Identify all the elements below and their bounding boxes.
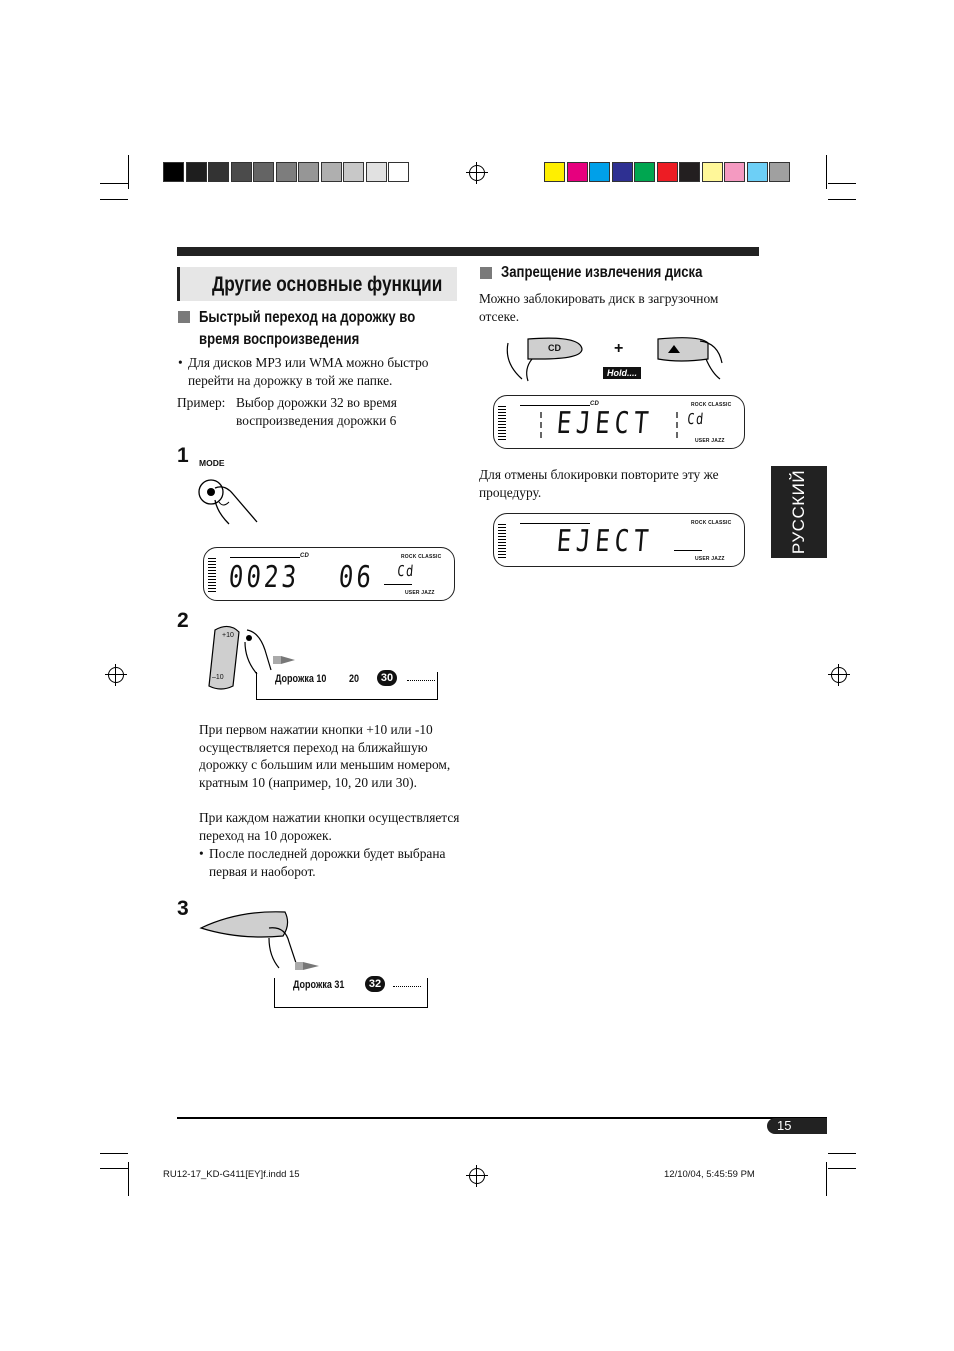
lcd-arrow-line — [384, 584, 412, 585]
blink-rays-right — [662, 412, 678, 438]
cd-button-label: CD — [548, 343, 561, 353]
calibration-swatch — [231, 162, 252, 182]
track-sequence-box-2 — [256, 672, 438, 700]
calibration-swatch — [702, 162, 723, 182]
calibration-swatch — [208, 162, 229, 182]
calibration-swatch — [276, 162, 297, 182]
calibration-swatch — [366, 162, 387, 182]
lcd-user-jazz: USER JAZZ — [405, 590, 435, 596]
calibration-swatch — [298, 162, 319, 182]
hold-badge: Hold.... — [603, 367, 641, 379]
plus-10-label: +10 — [222, 632, 234, 639]
sequence-dots-3 — [393, 986, 421, 987]
calibration-swatch — [544, 162, 565, 182]
lcd-source-text: Cd — [396, 562, 416, 580]
calibration-swatch — [253, 162, 274, 182]
lcd-rock-classic: ROCK CLASSIC — [691, 520, 732, 526]
step-3-number: 3 — [177, 897, 189, 920]
skip-buttons-illustration — [199, 908, 329, 982]
sequence-label-20: 20 — [349, 673, 360, 685]
registration-mark-top — [469, 165, 485, 181]
sequence-label-32-highlighted: 32 — [365, 976, 385, 992]
language-side-tab-label: РУССКИЙ — [789, 469, 808, 555]
bullet-mp3-wma: • Для дисков MP3 или WMA можно быстро перейти на дорожку в той же папке. — [178, 355, 429, 388]
example-block — [177, 394, 457, 429]
calibration-swatch — [679, 162, 700, 182]
right-section-heading: Запрещение извлечения диска — [501, 264, 703, 281]
calibration-swatch — [321, 162, 342, 182]
page-number-box — [767, 1118, 827, 1134]
step-2-paragraph-2: При каждом нажатии кнопки осуществляется переход на 10 дорожек. — [199, 810, 460, 843]
lcd-left-meter — [498, 406, 506, 440]
calibration-swatch — [747, 162, 768, 182]
top-rule — [177, 247, 759, 256]
page-number: 15 — [777, 1118, 792, 1133]
mode-button-label: MODE — [199, 458, 225, 468]
main-title-box — [177, 267, 457, 301]
lcd-time-digits: 0023 — [227, 560, 301, 595]
calibration-swatch — [769, 162, 790, 182]
lcd-left-meter — [208, 558, 216, 592]
blink-rays-left — [540, 412, 556, 438]
calibration-swatch — [567, 162, 588, 182]
lcd-track-digits: 06 — [337, 560, 376, 595]
calibration-swatch — [724, 162, 745, 182]
minus-10-label: –10 — [212, 674, 224, 681]
calibration-swatch — [589, 162, 610, 182]
lcd-display-eject-blinking — [493, 395, 745, 449]
lcd-arrow-line — [674, 550, 702, 551]
calibration-swatch — [634, 162, 655, 182]
left-section-heading: Быстрый переход на дорожку во время воспроизведения — [199, 309, 416, 348]
registration-mark-right — [831, 667, 847, 683]
lcd-display-eject — [493, 513, 745, 567]
footer-file-info: RU12-17_KD-G411[EY]f.indd 15 — [163, 1169, 300, 1180]
step-2-bullet: • После последней дорожки будет выбрана первая и наоборот. — [199, 846, 446, 879]
right-intro-text: Можно заблокировать диск в загрузочном отсеке. — [479, 291, 719, 324]
lcd-display-track — [203, 547, 455, 601]
bottom-rule — [177, 1117, 827, 1119]
cancel-lock-text: Для отмены блокировки повторите эту же процедуру. — [479, 467, 719, 500]
example-label: Пример: — [177, 395, 226, 410]
language-side-tab — [771, 466, 827, 558]
lcd-level-ticks — [230, 557, 300, 558]
lcd-eject-text: EJECT — [555, 406, 655, 441]
sequence-label-10: Дорожка 10 — [275, 673, 327, 685]
lcd-left-meter — [498, 524, 506, 558]
plus-sign: + — [614, 340, 624, 357]
lcd-cd-logo: CD — [300, 553, 310, 559]
calibration-swatch — [612, 162, 633, 182]
sequence-label-31: Дорожка 31 — [293, 979, 345, 991]
lcd-rock-classic: ROCK CLASSIC — [401, 554, 442, 560]
step-2-paragraph-1: При первом нажатии кнопки +10 или -10 осуществляется переход на ближайшую дорожку с большим или меньшим номером, кратным 10 (например, 10, 20 или 30). — [199, 722, 451, 790]
heading-marker — [178, 311, 190, 323]
lcd-user-jazz: USER JAZZ — [695, 438, 725, 444]
track-sequence-box-3 — [274, 978, 428, 1008]
footer-date: 12/10/04, 5:45:59 PM — [664, 1169, 755, 1180]
mode-button-press-illustration — [195, 478, 265, 530]
step-2-number: 2 — [177, 609, 189, 632]
calibration-swatch — [163, 162, 184, 182]
registration-mark-left — [108, 667, 124, 683]
calibration-swatch — [343, 162, 364, 182]
calibration-swatch — [186, 162, 207, 182]
lcd-cd-logo: CD — [590, 401, 600, 407]
lcd-rock-classic: ROCK CLASSIC — [691, 402, 732, 408]
example-text: Выбор дорожки 32 во время воспроизведения дорожки 6 — [236, 395, 397, 428]
lcd-source-text: Cd — [686, 410, 706, 428]
sequence-label-30-highlighted: 30 — [377, 670, 397, 686]
main-title: Другие основные функции — [212, 273, 443, 296]
heading-marker-right — [480, 267, 492, 279]
calibration-swatch — [657, 162, 678, 182]
lcd-user-jazz: USER JAZZ — [695, 556, 725, 562]
calibration-swatch — [388, 162, 409, 182]
sequence-dots — [407, 680, 435, 681]
lcd-eject-text: EJECT — [555, 524, 655, 559]
registration-mark-bottom — [469, 1168, 485, 1184]
step-1-number: 1 — [177, 444, 189, 467]
